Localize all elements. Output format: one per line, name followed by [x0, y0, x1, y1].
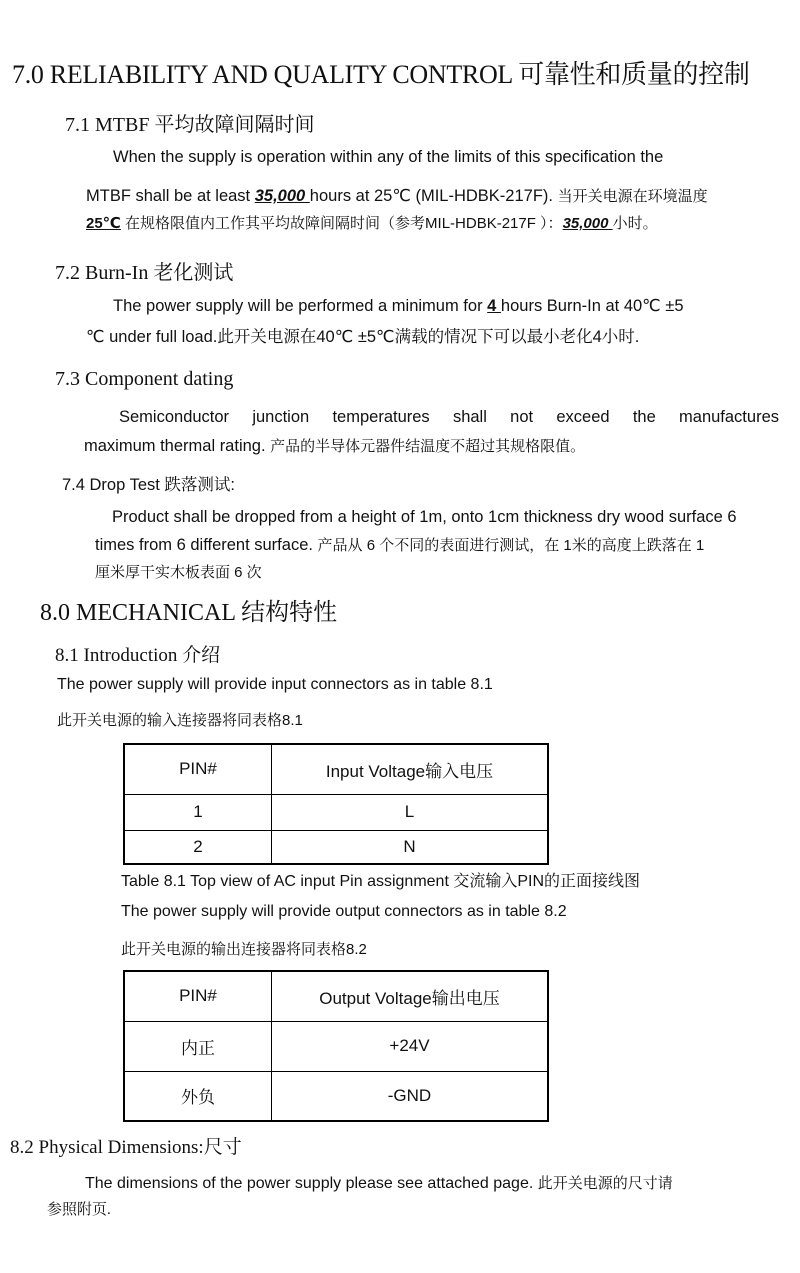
mtbf-line-3-unit: 小时。	[612, 215, 658, 232]
dimensions-line-1	[85, 1172, 673, 1193]
section-7-3-title: 7.3 Component dating	[55, 368, 234, 390]
output-table-header-pin: PIN#	[124, 971, 272, 1021]
input-table-cell-voltage: L	[272, 794, 549, 830]
drop-line-3: 厘米厚干实木板表面 6 次	[95, 564, 262, 581]
mtbf-hours-value: 35,000	[254, 187, 310, 205]
input-pin-table	[123, 743, 549, 865]
component-line-2	[84, 435, 585, 456]
output-table-cell-voltage: -GND	[272, 1071, 549, 1121]
output-table-header-voltage: Output Voltage输出电压	[272, 971, 549, 1021]
component-line-1: Semiconductor junction temperatures shall not exceed the manufactures	[119, 408, 779, 426]
input-intro-cn: 此开关电源的输入连接器将同表格8.1	[57, 712, 303, 729]
burnin-line-2: ℃ under full load.此开关电源在40℃ ±5℃满载的情况下可以最小老化4小时.	[86, 328, 640, 346]
table-row	[124, 1021, 548, 1071]
mtbf-line-2	[86, 185, 708, 206]
input-table-header-pin: PIN#	[124, 744, 272, 794]
section-7-1-title: 7.1 MTBF 平均故障间隔时间	[65, 114, 315, 136]
output-intro-cn: 此开关电源的输出连接器将同表格8.2	[121, 941, 367, 958]
burnin-line-1	[113, 296, 684, 316]
mtbf-line-3	[86, 212, 658, 233]
mtbf-temp-value: 25℃	[86, 215, 121, 232]
table-row	[124, 794, 548, 830]
input-table-cell-pin: 1	[124, 794, 272, 830]
section-8-title: 8.0 MECHANICAL 结构特性	[40, 600, 338, 626]
section-8-2-title: 8.2 Physical Dimensions:尺寸	[10, 1137, 242, 1158]
mtbf-line-1: When the supply is operation within any of the limits of this specification the	[113, 148, 664, 166]
output-pin-table	[123, 970, 549, 1122]
burnin-hours-value: 4	[487, 297, 501, 315]
drop-line-1: Product shall be dropped from a height of 1m, onto 1cm thickness dry wood surface 6	[112, 508, 737, 526]
section-7-title: 7.0 RELIABILITY AND QUALITY CONTROL 可靠性和质量的控制	[12, 60, 750, 89]
section-7-4-title: 7.4 Drop Test 跌落测试:	[62, 476, 236, 494]
burnin-line-1-a: The power supply will be performed a minimum for	[113, 297, 488, 315]
component-line-2-a: maximum thermal rating.	[84, 437, 271, 455]
section-7-2-title: 7.2 Burn-In 老化测试	[55, 262, 234, 284]
mtbf-hours-value-cn: 35,000	[562, 215, 613, 232]
table-row	[124, 830, 548, 864]
output-table-cell-pin: 内正	[124, 1021, 272, 1071]
dimensions-line-2: 参照附页.	[47, 1202, 111, 1218]
drop-line-2	[95, 534, 704, 555]
input-intro-en: The power supply will provide input connectors as in table 8.1	[57, 676, 493, 693]
dimensions-line-1-cn: 此开关电源的尺寸请	[537, 1175, 673, 1192]
input-table-caption: Table 8.1 Top view of AC input Pin assignment 交流输入PIN的正面接线图	[121, 873, 641, 890]
input-table-cell-pin: 2	[124, 830, 272, 864]
output-table-cell-voltage: +24V	[272, 1021, 549, 1071]
section-8-1-title: 8.1 Introduction 介绍	[55, 645, 221, 666]
mtbf-line-3-cn: 在规格限值内工作其平均故障间隔时间（参考MIL-HDBK-217F ）：	[120, 215, 563, 232]
component-line-2-cn: 产品的半导体元器件结温度不超过其规格限值。	[270, 438, 586, 455]
input-table-cell-voltage: N	[272, 830, 549, 864]
table-row	[124, 1071, 548, 1121]
output-table-header-row	[124, 971, 548, 1021]
mtbf-line-2-b: hours at 25℃ (MIL-HDBK-217F).	[309, 187, 558, 205]
input-table-header-voltage: Input Voltage输入电压	[272, 744, 549, 794]
input-table-header-row	[124, 744, 548, 794]
mtbf-line-2-a: MTBF shall be at least	[86, 187, 255, 205]
drop-line-2-a: times from 6 different surface.	[95, 536, 318, 554]
dimensions-line-1-a: The dimensions of the power supply please see attached page.	[85, 1175, 538, 1192]
mtbf-line-2-cn: 当开关电源在环境温度	[557, 188, 708, 205]
drop-line-2-cn: 产品从 6 个不同的表面进行测试，在 1米的高度上跌落在 1	[317, 537, 705, 554]
output-intro-en: The power supply will provide output connectors as in table 8.2	[121, 903, 567, 920]
burnin-line-1-b: hours Burn-In at 40℃ ±5	[500, 297, 684, 315]
output-table-cell-pin: 外负	[124, 1071, 272, 1121]
